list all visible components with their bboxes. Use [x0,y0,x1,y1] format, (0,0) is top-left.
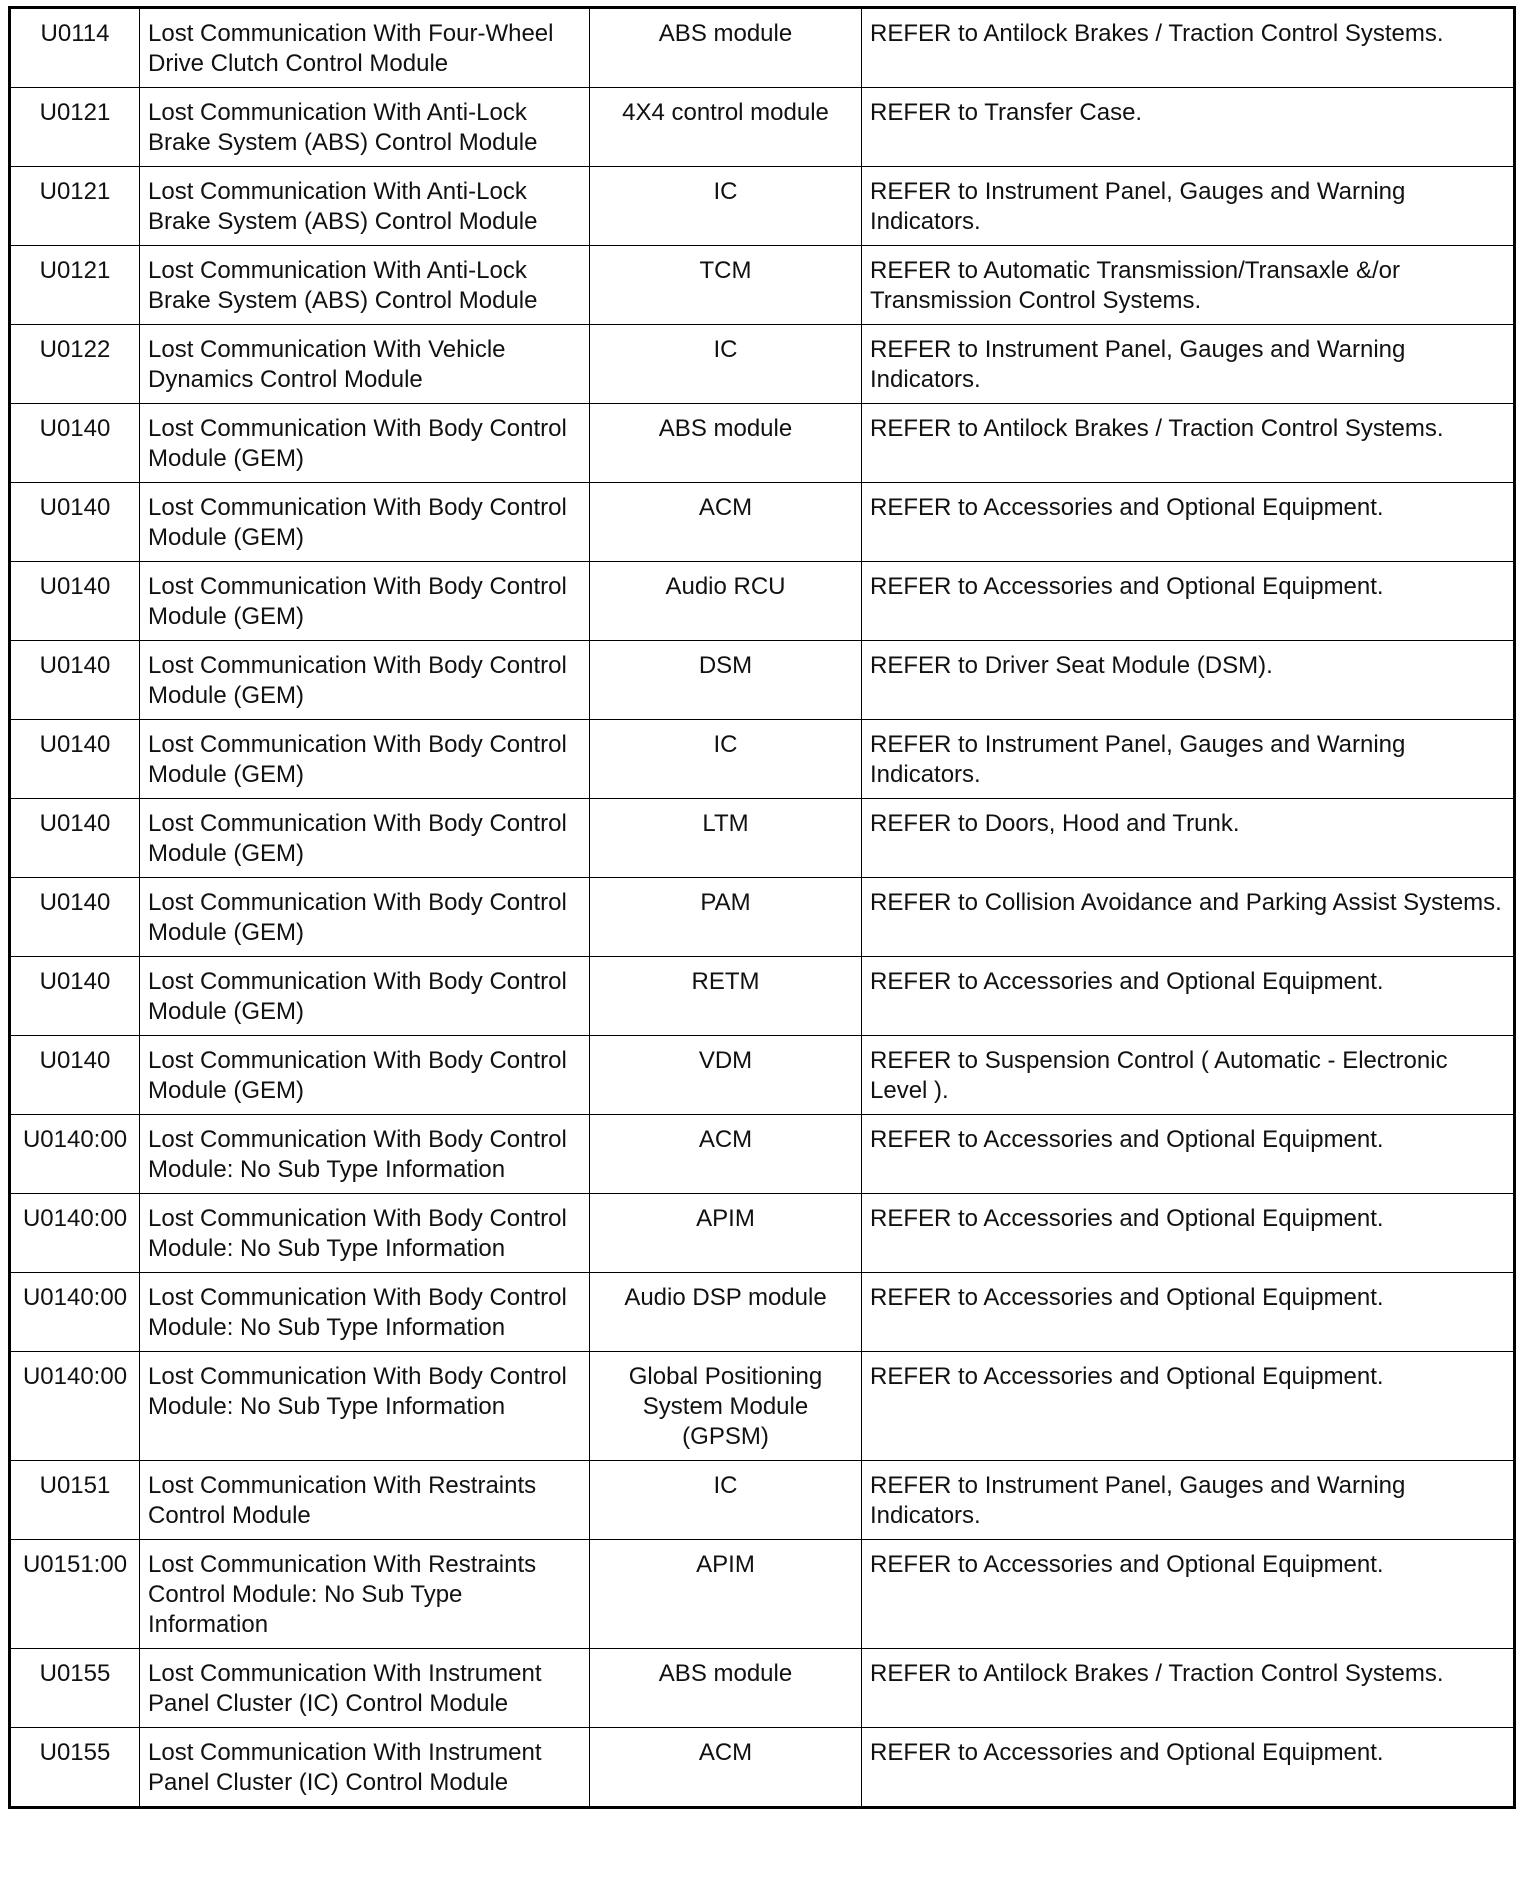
action-cell: REFER to Transfer Case. [862,88,1515,167]
module-cell: ABS module [590,1649,862,1728]
dtc-code-cell: U0140:00 [10,1115,140,1194]
action-cell: REFER to Antilock Brakes / Traction Control Systems. [862,1649,1515,1728]
table-row [10,799,1515,878]
description-cell: Lost Communication With Body Control Module (GEM) [140,483,590,562]
description-cell: Lost Communication With Body Control Module (GEM) [140,799,590,878]
module-cell: Audio RCU [590,562,862,641]
description-cell: Lost Communication With Instrument Panel Cluster (IC) Control Module [140,1728,590,1808]
module-cell: RETM [590,957,862,1036]
action-cell: REFER to Automatic Transmission/Transaxle &/or Transmission Control Systems. [862,246,1515,325]
description-cell: Lost Communication With Four-Wheel Drive Clutch Control Module [140,8,590,88]
action-cell: REFER to Collision Avoidance and Parking Assist Systems. [862,878,1515,957]
table-row [10,1273,1515,1352]
action-cell: REFER to Suspension Control ( Automatic - Electronic Level ). [862,1036,1515,1115]
table-row [10,167,1515,246]
module-cell: IC [590,167,862,246]
action-cell: REFER to Accessories and Optional Equipment. [862,1194,1515,1273]
table-row [10,562,1515,641]
action-cell: REFER to Antilock Brakes / Traction Control Systems. [862,404,1515,483]
description-cell: Lost Communication With Restraints Control Module [140,1461,590,1540]
module-cell: APIM [590,1540,862,1649]
action-cell: REFER to Instrument Panel, Gauges and Warning Indicators. [862,167,1515,246]
action-cell: REFER to Antilock Brakes / Traction Control Systems. [862,8,1515,88]
description-cell: Lost Communication With Anti-Lock Brake System (ABS) Control Module [140,167,590,246]
description-cell: Lost Communication With Anti-Lock Brake System (ABS) Control Module [140,88,590,167]
action-cell: REFER to Doors, Hood and Trunk. [862,799,1515,878]
table-row [10,325,1515,404]
action-cell: REFER to Accessories and Optional Equipment. [862,483,1515,562]
module-cell: IC [590,720,862,799]
dtc-code-cell: U0140 [10,562,140,641]
table-row [10,246,1515,325]
dtc-table [8,6,1516,1809]
description-cell: Lost Communication With Body Control Module (GEM) [140,562,590,641]
dtc-code-cell: U0140 [10,483,140,562]
table-row [10,1115,1515,1194]
action-cell: REFER to Driver Seat Module (DSM). [862,641,1515,720]
table-row [10,1036,1515,1115]
module-cell: PAM [590,878,862,957]
module-cell: 4X4 control module [590,88,862,167]
module-cell: VDM [590,1036,862,1115]
action-cell: REFER to Accessories and Optional Equipment. [862,957,1515,1036]
description-cell: Lost Communication With Anti-Lock Brake System (ABS) Control Module [140,246,590,325]
dtc-code-cell: U0140 [10,799,140,878]
table-row [10,1352,1515,1461]
table-row [10,1540,1515,1649]
dtc-code-cell: U0140 [10,1036,140,1115]
action-cell: REFER to Accessories and Optional Equipment. [862,1273,1515,1352]
module-cell: Global Positioning System Module (GPSM) [590,1352,862,1461]
dtc-code-cell: U0155 [10,1649,140,1728]
dtc-code-cell: U0122 [10,325,140,404]
module-cell: Audio DSP module [590,1273,862,1352]
table-row [10,483,1515,562]
dtc-code-cell: U0155 [10,1728,140,1808]
action-cell: REFER to Accessories and Optional Equipment. [862,1115,1515,1194]
table-row [10,8,1515,88]
description-cell: Lost Communication With Body Control Module (GEM) [140,404,590,483]
action-cell: REFER to Accessories and Optional Equipment. [862,562,1515,641]
description-cell: Lost Communication With Body Control Module: No Sub Type Information [140,1115,590,1194]
module-cell: ACM [590,483,862,562]
table-row [10,1194,1515,1273]
description-cell: Lost Communication With Body Control Module: No Sub Type Information [140,1273,590,1352]
description-cell: Lost Communication With Body Control Module: No Sub Type Information [140,1352,590,1461]
table-row [10,404,1515,483]
module-cell: APIM [590,1194,862,1273]
module-cell: IC [590,325,862,404]
dtc-code-cell: U0140 [10,957,140,1036]
table-row [10,1461,1515,1540]
dtc-code-cell: U0140 [10,404,140,483]
dtc-code-cell: U0140:00 [10,1194,140,1273]
module-cell: TCM [590,246,862,325]
dtc-code-cell: U0121 [10,167,140,246]
table-row [10,641,1515,720]
description-cell: Lost Communication With Body Control Module (GEM) [140,1036,590,1115]
dtc-code-cell: U0140:00 [10,1273,140,1352]
table-row [10,1649,1515,1728]
description-cell: Lost Communication With Body Control Module (GEM) [140,957,590,1036]
dtc-code-cell: U0114 [10,8,140,88]
description-cell: Lost Communication With Body Control Module (GEM) [140,878,590,957]
action-cell: REFER to Accessories and Optional Equipment. [862,1352,1515,1461]
description-cell: Lost Communication With Vehicle Dynamics Control Module [140,325,590,404]
dtc-code-cell: U0121 [10,88,140,167]
module-cell: DSM [590,641,862,720]
table-row [10,88,1515,167]
action-cell: REFER to Accessories and Optional Equipment. [862,1540,1515,1649]
table-row [10,957,1515,1036]
dtc-code-cell: U0140 [10,641,140,720]
description-cell: Lost Communication With Restraints Control Module: No Sub Type Information [140,1540,590,1649]
table-row [10,720,1515,799]
module-cell: IC [590,1461,862,1540]
action-cell: REFER to Instrument Panel, Gauges and Warning Indicators. [862,720,1515,799]
description-cell: Lost Communication With Instrument Panel Cluster (IC) Control Module [140,1649,590,1728]
table-row [10,1728,1515,1808]
table-row [10,878,1515,957]
dtc-code-cell: U0140 [10,720,140,799]
dtc-code-cell: U0121 [10,246,140,325]
module-cell: ACM [590,1728,862,1808]
action-cell: REFER to Instrument Panel, Gauges and Warning Indicators. [862,1461,1515,1540]
module-cell: ABS module [590,8,862,88]
dtc-code-cell: U0140:00 [10,1352,140,1461]
module-cell: LTM [590,799,862,878]
action-cell: REFER to Instrument Panel, Gauges and Warning Indicators. [862,325,1515,404]
description-cell: Lost Communication With Body Control Module (GEM) [140,641,590,720]
dtc-code-cell: U0140 [10,878,140,957]
description-cell: Lost Communication With Body Control Module (GEM) [140,720,590,799]
dtc-code-cell: U0151:00 [10,1540,140,1649]
description-cell: Lost Communication With Body Control Module: No Sub Type Information [140,1194,590,1273]
dtc-code-cell: U0151 [10,1461,140,1540]
action-cell: REFER to Accessories and Optional Equipment. [862,1728,1515,1808]
module-cell: ABS module [590,404,862,483]
module-cell: ACM [590,1115,862,1194]
